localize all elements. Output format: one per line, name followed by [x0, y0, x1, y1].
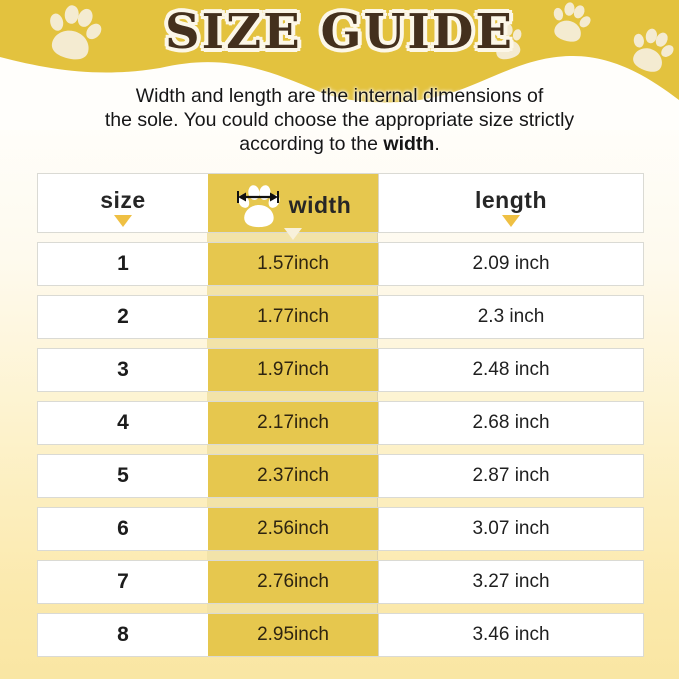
triangle-down-icon	[284, 228, 302, 240]
table-row	[37, 242, 644, 286]
table-row	[37, 613, 644, 657]
intro-line-3: according to the width.	[239, 133, 440, 155]
length-value: 3.27 inch	[472, 571, 550, 592]
length-value: 2.48 inch	[472, 359, 550, 380]
length-column-header-cell	[379, 174, 643, 232]
size-value: 7	[117, 570, 129, 593]
length-value: 3.07 inch	[472, 518, 550, 539]
intro-line-1: Width and length are the internal dimensions of	[135, 85, 544, 107]
size-value: 5	[117, 464, 129, 487]
table-row	[37, 295, 644, 339]
size-value: 1	[117, 252, 129, 275]
size-value: 4	[117, 411, 129, 434]
size-value: 8	[117, 623, 129, 646]
table-header	[37, 173, 644, 233]
table-row	[37, 454, 644, 498]
width-value: 1.97inch	[208, 349, 379, 391]
length-value: 2.09 inch	[472, 253, 550, 274]
length-value: 2.3 inch	[477, 306, 545, 327]
width-column-header-cell	[208, 174, 379, 232]
table-row	[37, 401, 644, 445]
width-value: 1.57inch	[208, 243, 379, 285]
length-column-header: length	[475, 187, 547, 213]
size-column-header: size	[100, 187, 146, 213]
width-value: 1.77inch	[208, 296, 379, 338]
width-emphasis: width	[383, 133, 435, 155]
intro-line-2: the sole. You could choose the appropriate size strictly	[104, 109, 575, 131]
width-value: 2.76inch	[208, 561, 379, 603]
width-value: 2.56inch	[208, 508, 379, 550]
size-value: 3	[117, 358, 129, 381]
intro-text	[0, 84, 679, 156]
table-row	[37, 507, 644, 551]
length-value: 2.68 inch	[472, 412, 550, 433]
width-measure-icon	[235, 182, 281, 228]
triangle-down-icon	[502, 215, 520, 227]
triangle-down-icon	[114, 215, 132, 227]
width-value: 2.95inch	[208, 614, 379, 656]
size-column-header-cell	[38, 174, 208, 232]
size-table	[37, 173, 644, 657]
size-value: 2	[117, 305, 129, 328]
length-value: 3.46 inch	[472, 624, 550, 645]
table-row	[37, 348, 644, 392]
width-column-header: width	[288, 191, 352, 218]
size-value: 6	[117, 517, 129, 540]
page-title: SIZE GUIDE	[165, 4, 514, 60]
length-value: 2.87 inch	[472, 465, 550, 486]
width-value: 2.17inch	[208, 402, 379, 444]
width-value: 2.37inch	[208, 455, 379, 497]
table-row	[37, 560, 644, 604]
